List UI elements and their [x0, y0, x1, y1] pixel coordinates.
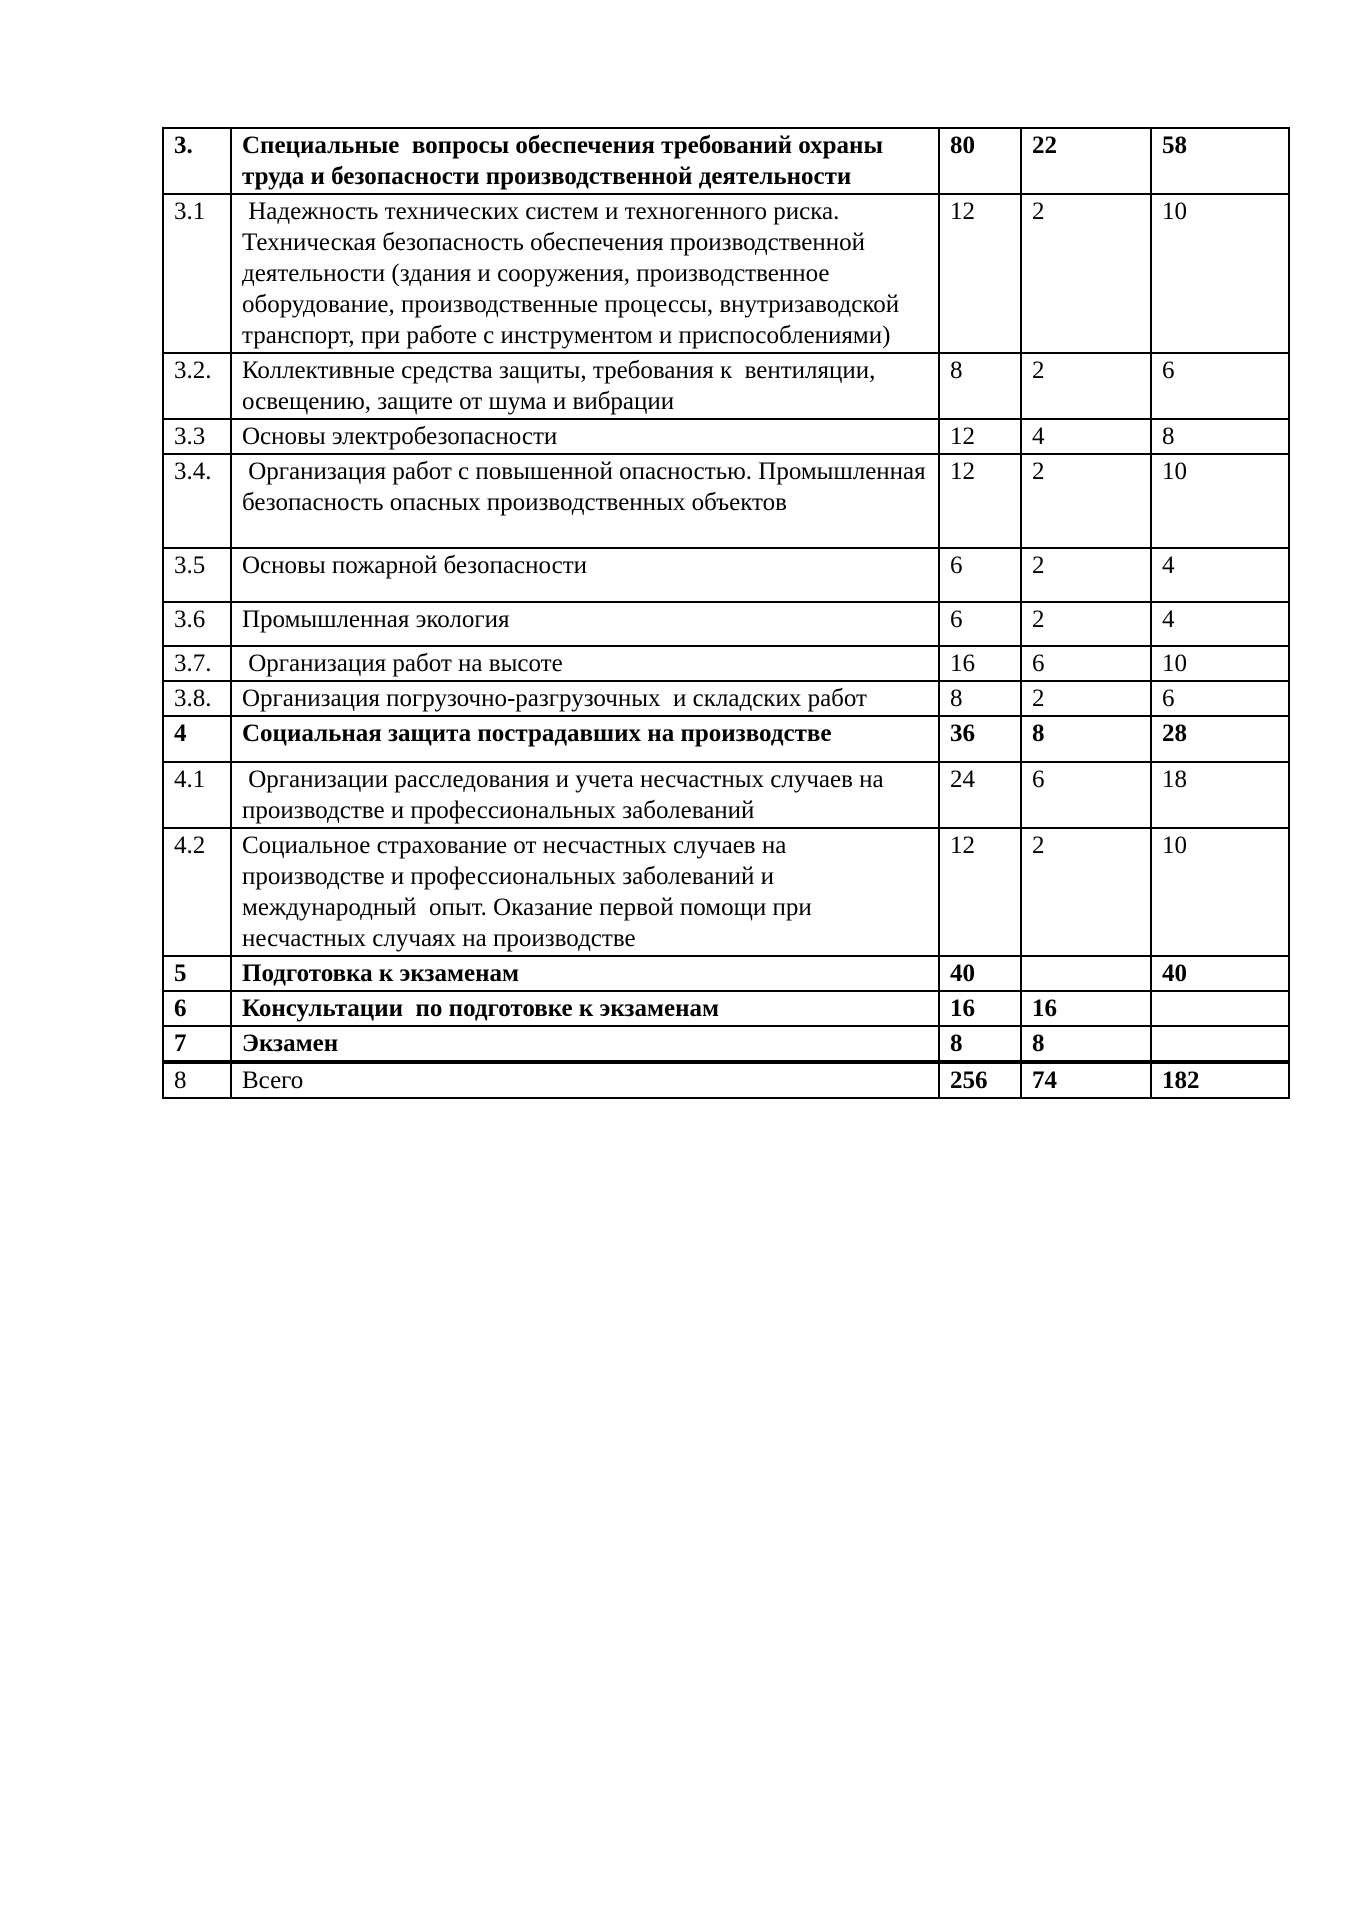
- cell-value-2: 2: [1021, 454, 1151, 548]
- cell-value-2: 8: [1021, 716, 1151, 762]
- cell-no: 3.5: [163, 548, 231, 602]
- cell-value-2: 6: [1021, 762, 1151, 828]
- table-row-3-6: [163, 602, 1289, 646]
- cell-value-2: 2: [1021, 828, 1151, 956]
- cell-value-2: 2: [1021, 353, 1151, 419]
- cell-value-1: 6: [939, 602, 1021, 646]
- cell-value-2: 8: [1021, 1026, 1151, 1062]
- table-row-consultations: [163, 991, 1289, 1026]
- cell-value-3: 6: [1151, 681, 1289, 716]
- cell-value-3: 6: [1151, 353, 1289, 419]
- cell-title: Коллективные средства защиты, требования к вентиляции, освещению, защите от шума и вибрации: [231, 353, 939, 419]
- cell-title: Основы электробезопасности: [231, 419, 939, 454]
- table-row-3-8: [163, 681, 1289, 716]
- cell-no: 4.2: [163, 828, 231, 956]
- cell-value-3: 40: [1151, 956, 1289, 991]
- cell-value-3: 182: [1151, 1062, 1289, 1098]
- cell-title: Организации расследования и учета несчастных случаев на производстве и профессиональных заболеваний: [231, 762, 939, 828]
- cell-no: 7: [163, 1026, 231, 1062]
- cell-no: 3.: [163, 128, 231, 194]
- cell-no: 3.4.: [163, 454, 231, 548]
- cell-value-2: 4: [1021, 419, 1151, 454]
- table-row-section-4: [163, 716, 1289, 762]
- table-row-4-1: [163, 762, 1289, 828]
- cell-value-3: 18: [1151, 762, 1289, 828]
- cell-value-3: 4: [1151, 548, 1289, 602]
- cell-value-1: 80: [939, 128, 1021, 194]
- cell-title: Социальная защита пострадавших на производстве: [231, 716, 939, 762]
- cell-title: Консультации по подготовке к экзаменам: [231, 991, 939, 1026]
- cell-value-3: [1151, 991, 1289, 1026]
- table-row-4-2: [163, 828, 1289, 956]
- cell-value-3: 4: [1151, 602, 1289, 646]
- cell-no: 6: [163, 991, 231, 1026]
- curriculum-table: [162, 127, 1290, 1099]
- table-row-3-7: [163, 646, 1289, 681]
- cell-value-2: 2: [1021, 602, 1151, 646]
- cell-no: 5: [163, 956, 231, 991]
- cell-no: 3.3: [163, 419, 231, 454]
- cell-no: 3.6: [163, 602, 231, 646]
- cell-value-1: 12: [939, 419, 1021, 454]
- cell-title: Организация погрузочно-разгрузочных и складских работ: [231, 681, 939, 716]
- table-row-3-4: [163, 454, 1289, 548]
- cell-no: 3.1: [163, 194, 231, 353]
- cell-no: 3.7.: [163, 646, 231, 681]
- cell-value-1: 40: [939, 956, 1021, 991]
- cell-no: 3.8.: [163, 681, 231, 716]
- cell-value-3: 10: [1151, 194, 1289, 353]
- cell-value-3: [1151, 1026, 1289, 1062]
- cell-title: Промышленная экология: [231, 602, 939, 646]
- cell-value-2: 74: [1021, 1062, 1151, 1098]
- cell-value-1: 8: [939, 1026, 1021, 1062]
- cell-value-2: 2: [1021, 194, 1151, 353]
- cell-value-2: 22: [1021, 128, 1151, 194]
- cell-value-3: 58: [1151, 128, 1289, 194]
- cell-title: Специальные вопросы обеспечения требований охраны труда и безопасности производственной деятельности: [231, 128, 939, 194]
- cell-title: Надежность технических систем и техногенного риска. Техническая безопасность обеспечения производственной деятельности (здания и сооружения, производственное оборудование, производственные процессы, внутризаводской транспорт, при работе с инструментом и приспособлениями): [231, 194, 939, 353]
- cell-value-3: 28: [1151, 716, 1289, 762]
- table-row-section-3: [163, 128, 1289, 194]
- cell-value-1: 12: [939, 828, 1021, 956]
- cell-title: Организация работ на высоте: [231, 646, 939, 681]
- table-row-3-1: [163, 194, 1289, 353]
- table-row-total: [163, 1062, 1289, 1098]
- cell-no: 4.1: [163, 762, 231, 828]
- cell-value-3: 10: [1151, 454, 1289, 548]
- cell-value-1: 24: [939, 762, 1021, 828]
- table-row-exam: [163, 1026, 1289, 1062]
- table-row-3-3: [163, 419, 1289, 454]
- cell-title: Организация работ с повышенной опасностью. Промышленная безопасность опасных производственных объектов: [231, 454, 939, 548]
- cell-title: Экзамен: [231, 1026, 939, 1062]
- cell-no: 4: [163, 716, 231, 762]
- table-row-exam-prep: [163, 956, 1289, 991]
- cell-title: Подготовка к экзаменам: [231, 956, 939, 991]
- cell-value-3: 8: [1151, 419, 1289, 454]
- cell-value-1: 256: [939, 1062, 1021, 1098]
- cell-value-1: 8: [939, 681, 1021, 716]
- cell-no: 8: [163, 1062, 231, 1098]
- cell-no: 3.2.: [163, 353, 231, 419]
- cell-title: Всего: [231, 1062, 939, 1098]
- table-row-3-2: [163, 353, 1289, 419]
- cell-value-2: 2: [1021, 681, 1151, 716]
- table-row-3-5: [163, 548, 1289, 602]
- cell-value-1: 16: [939, 991, 1021, 1026]
- cell-value-1: 12: [939, 194, 1021, 353]
- cell-value-2: 2: [1021, 548, 1151, 602]
- cell-title: Социальное страхование от несчастных случаев на производстве и профессиональных заболеваний и международный опыт. Оказание первой помощи при несчастных случаях на производстве: [231, 828, 939, 956]
- cell-value-1: 36: [939, 716, 1021, 762]
- cell-value-2: 6: [1021, 646, 1151, 681]
- cell-value-1: 6: [939, 548, 1021, 602]
- cell-value-2: [1021, 956, 1151, 991]
- cell-value-1: 8: [939, 353, 1021, 419]
- cell-title: Основы пожарной безопасности: [231, 548, 939, 602]
- cell-value-3: 10: [1151, 828, 1289, 956]
- cell-value-3: 10: [1151, 646, 1289, 681]
- cell-value-2: 16: [1021, 991, 1151, 1026]
- cell-value-1: 12: [939, 454, 1021, 548]
- cell-value-1: 16: [939, 646, 1021, 681]
